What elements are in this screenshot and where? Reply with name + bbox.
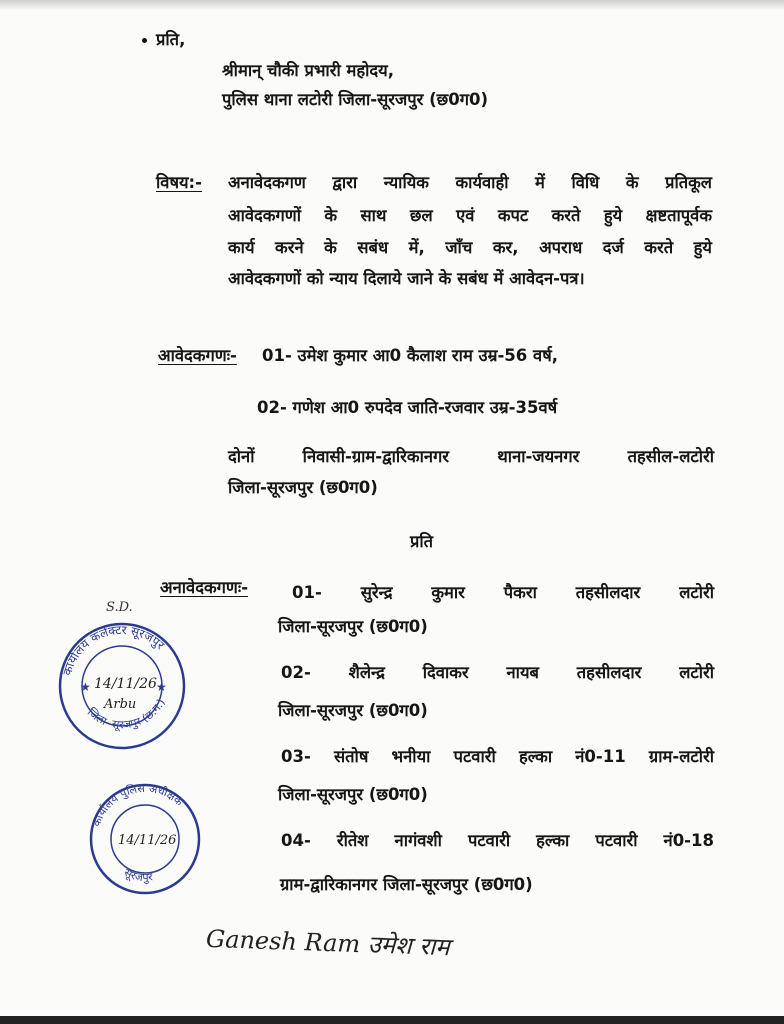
stamp-2-bottom-text: सूरजपुर bbox=[122, 866, 154, 884]
subject-line-3: कार्य करने के सबंध में, जाँच कर, अपराध दर्ज करते हुये bbox=[228, 238, 712, 257]
recipient-line-2: पुलिस थाना लटोरी जिला-सूरजपुर (छ0ग0) bbox=[222, 90, 489, 109]
residence-line-2: जिला-सूरजपुर (छ0ग0) bbox=[228, 478, 378, 497]
svg-text:सूरजपुर bbox=[122, 866, 154, 884]
collector-office-stamp bbox=[52, 616, 192, 756]
bullet-mark bbox=[142, 38, 147, 43]
stamp-2-date: 14/11/26 bbox=[118, 833, 177, 848]
subject-line-1: अनावेदकगण द्वारा न्यायिक कार्यवाही में विधि के प्रतिकूल bbox=[228, 173, 712, 192]
respondent-2-line-2: जिला-सूरजपुर (छ0ग0) bbox=[278, 701, 428, 720]
handwritten-signature: Ganesh Ram उमेश राम bbox=[205, 924, 451, 962]
stamp-note-sdo: S.D. bbox=[106, 600, 133, 615]
svg-text:★: ★ bbox=[156, 680, 167, 694]
stamp-1-bottom-text: जिला- सूरजपुर (छ.ग.) bbox=[84, 696, 168, 732]
subject-line-4: आवेदकगणों को न्याय दिलाये जाने के सबंध में आवेदन-पत्र। bbox=[228, 269, 585, 288]
applicant-2: 02- गणेश आ0 रुपदेव जाति-रजवार उम्र-35वर्ष bbox=[257, 398, 558, 417]
respondent-4-line-1: 04- रीतेश नागंवशी पटवारी हल्का पटवारी नं0-18 bbox=[281, 831, 714, 850]
recipient-line-1: श्रीमान् चौकी प्रभारी महोदय, bbox=[222, 61, 394, 80]
subject-line-2: आवेदकगणों के साथ छल एवं कपट करते हुये क्षष्टतापूर्वक bbox=[228, 206, 712, 225]
police-office-stamp bbox=[84, 778, 206, 900]
respondent-3-line-2: जिला-सूरजपुर (छ0ग0) bbox=[278, 785, 428, 804]
prati-heading: प्रति, bbox=[156, 30, 186, 49]
stamp-1-ring-text: कार्यालय कलेक्टर सूरजपुर bbox=[60, 622, 168, 678]
respondent-2-line-1: 02- शैलेन्द्र दिवाकर नायब तहसीलदार लटोरी bbox=[281, 663, 714, 682]
scan-edge-top bbox=[0, 0, 784, 10]
respondents-label: अनावेदकगणः- bbox=[160, 578, 249, 597]
respondent-1-line-2: जिला-सूरजपुर (छ0ग0) bbox=[278, 617, 428, 636]
subject-label-text: विषय:- bbox=[156, 173, 203, 192]
applicant-1: 01- उमेश कुमार आ0 कैलाश राम उम्र-56 वर्ष, bbox=[262, 346, 558, 365]
residence-line-1: दोनों निवासी-ग्राम-द्वारिकानगर थाना-जयनगर तहसील-लटोरी bbox=[228, 447, 714, 466]
stamp-1-initials: Arbu bbox=[104, 697, 137, 712]
subject-label bbox=[156, 172, 202, 194]
stamp-1-date: 14/11/26 bbox=[94, 676, 157, 692]
applicants-label: आवेदकगणः- bbox=[158, 346, 237, 365]
svg-text:★: ★ bbox=[80, 680, 91, 694]
svg-text:कार्यालय कलेक्टर सूरजपुर bbox=[60, 623, 168, 677]
respondent-3-line-1: 03- संतोष भनीया पटवारी हल्का नं0-11 ग्राम-लटोरी bbox=[281, 747, 714, 766]
scan-edge-bottom bbox=[0, 1016, 784, 1024]
stamp-2-ring-text: कार्यालय पुलिस अधीक्षक bbox=[89, 781, 186, 829]
prati-center: प्रति bbox=[410, 532, 434, 551]
respondent-4-line-2: ग्राम-द्वारिकानगर जिला-सूरजपुर (छ0ग0) bbox=[280, 875, 533, 894]
respondent-1-line-1: 01- सुरेन्द्र कुमार पैकरा तहसीलदार लटोरी bbox=[292, 583, 714, 602]
